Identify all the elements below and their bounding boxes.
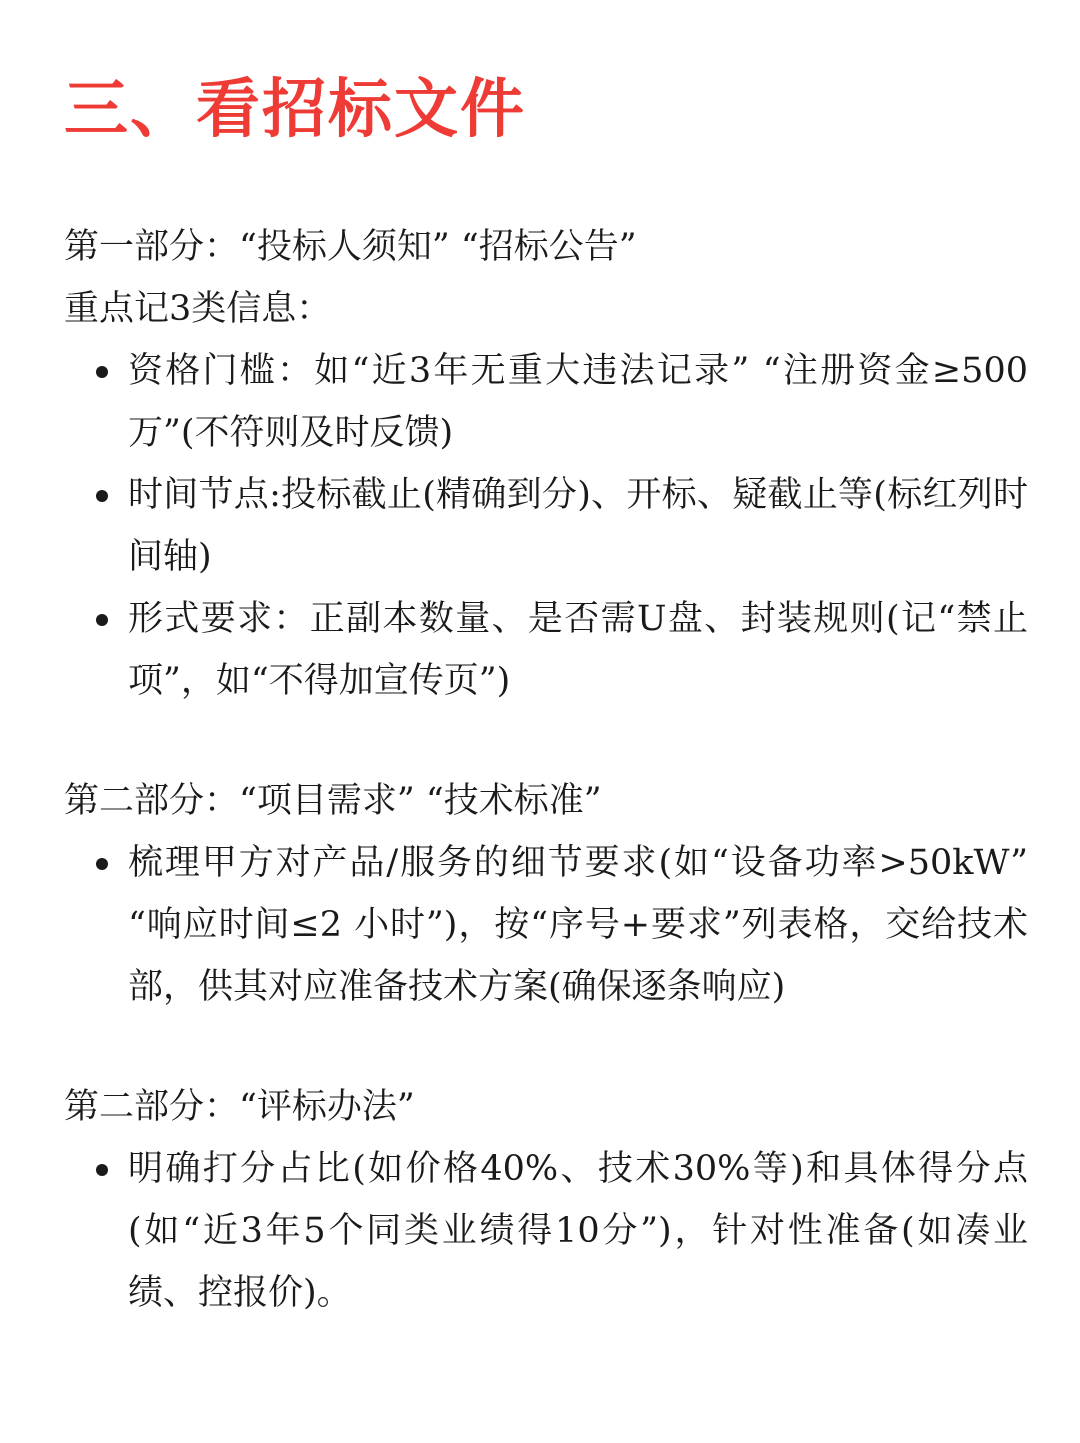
bullet-icon	[96, 614, 108, 626]
section-subheading: 重点记3类信息：	[64, 289, 332, 329]
bullet-icon	[96, 366, 108, 378]
list-item-text: 资格门槛：如“近3年无重大违法记录” “注册资金≥500万”(不符则及时反馈)	[128, 351, 1028, 453]
section-bidder-notice	[64, 216, 1028, 712]
section-heading: 第二部分：“项目需求” “技术标准”	[64, 781, 602, 821]
page-title: 三、看招标文件	[64, 73, 526, 147]
bullet-list	[64, 1138, 1028, 1324]
section-evaluation-method	[64, 1076, 1028, 1324]
list-item-text: 梳理甲方对产品/服务的细节要求(如“设备功率>50kW” “响应时间≤2 小时”)，按“序号+要求”列表格，交给技术部，供其对应准备技术方案(确保逐条响应)	[128, 843, 1028, 1007]
list-item-text: 形式要求：正副本数量、是否需U盘、封装规则(记“禁止项”，如“不得加宣传页”)	[128, 599, 1028, 701]
list-item	[64, 588, 1028, 712]
section-project-requirements	[64, 770, 1028, 1018]
list-item	[64, 464, 1028, 588]
bullet-list	[64, 340, 1028, 712]
bullet-icon	[96, 858, 108, 870]
bullet-list	[64, 832, 1028, 1018]
section-heading: 第一部分：“投标人须知” “招标公告”	[64, 227, 637, 267]
bullet-icon	[96, 1164, 108, 1176]
list-item-text: 时间节点:投标截止(精确到分)、开标、疑截止等(标红列时间轴)	[128, 475, 1028, 577]
list-item	[64, 1138, 1028, 1324]
bullet-icon	[96, 490, 108, 502]
list-item-text: 明确打分占比(如价格40%、技术30%等)和具体得分点(如“近3年5个同类业绩得10分”)，针对性准备(如凑业绩、控报价)。	[128, 1149, 1028, 1313]
list-item	[64, 832, 1028, 1018]
section-heading: 第二部分：“评标办法”	[64, 1087, 415, 1127]
list-item	[64, 340, 1028, 464]
